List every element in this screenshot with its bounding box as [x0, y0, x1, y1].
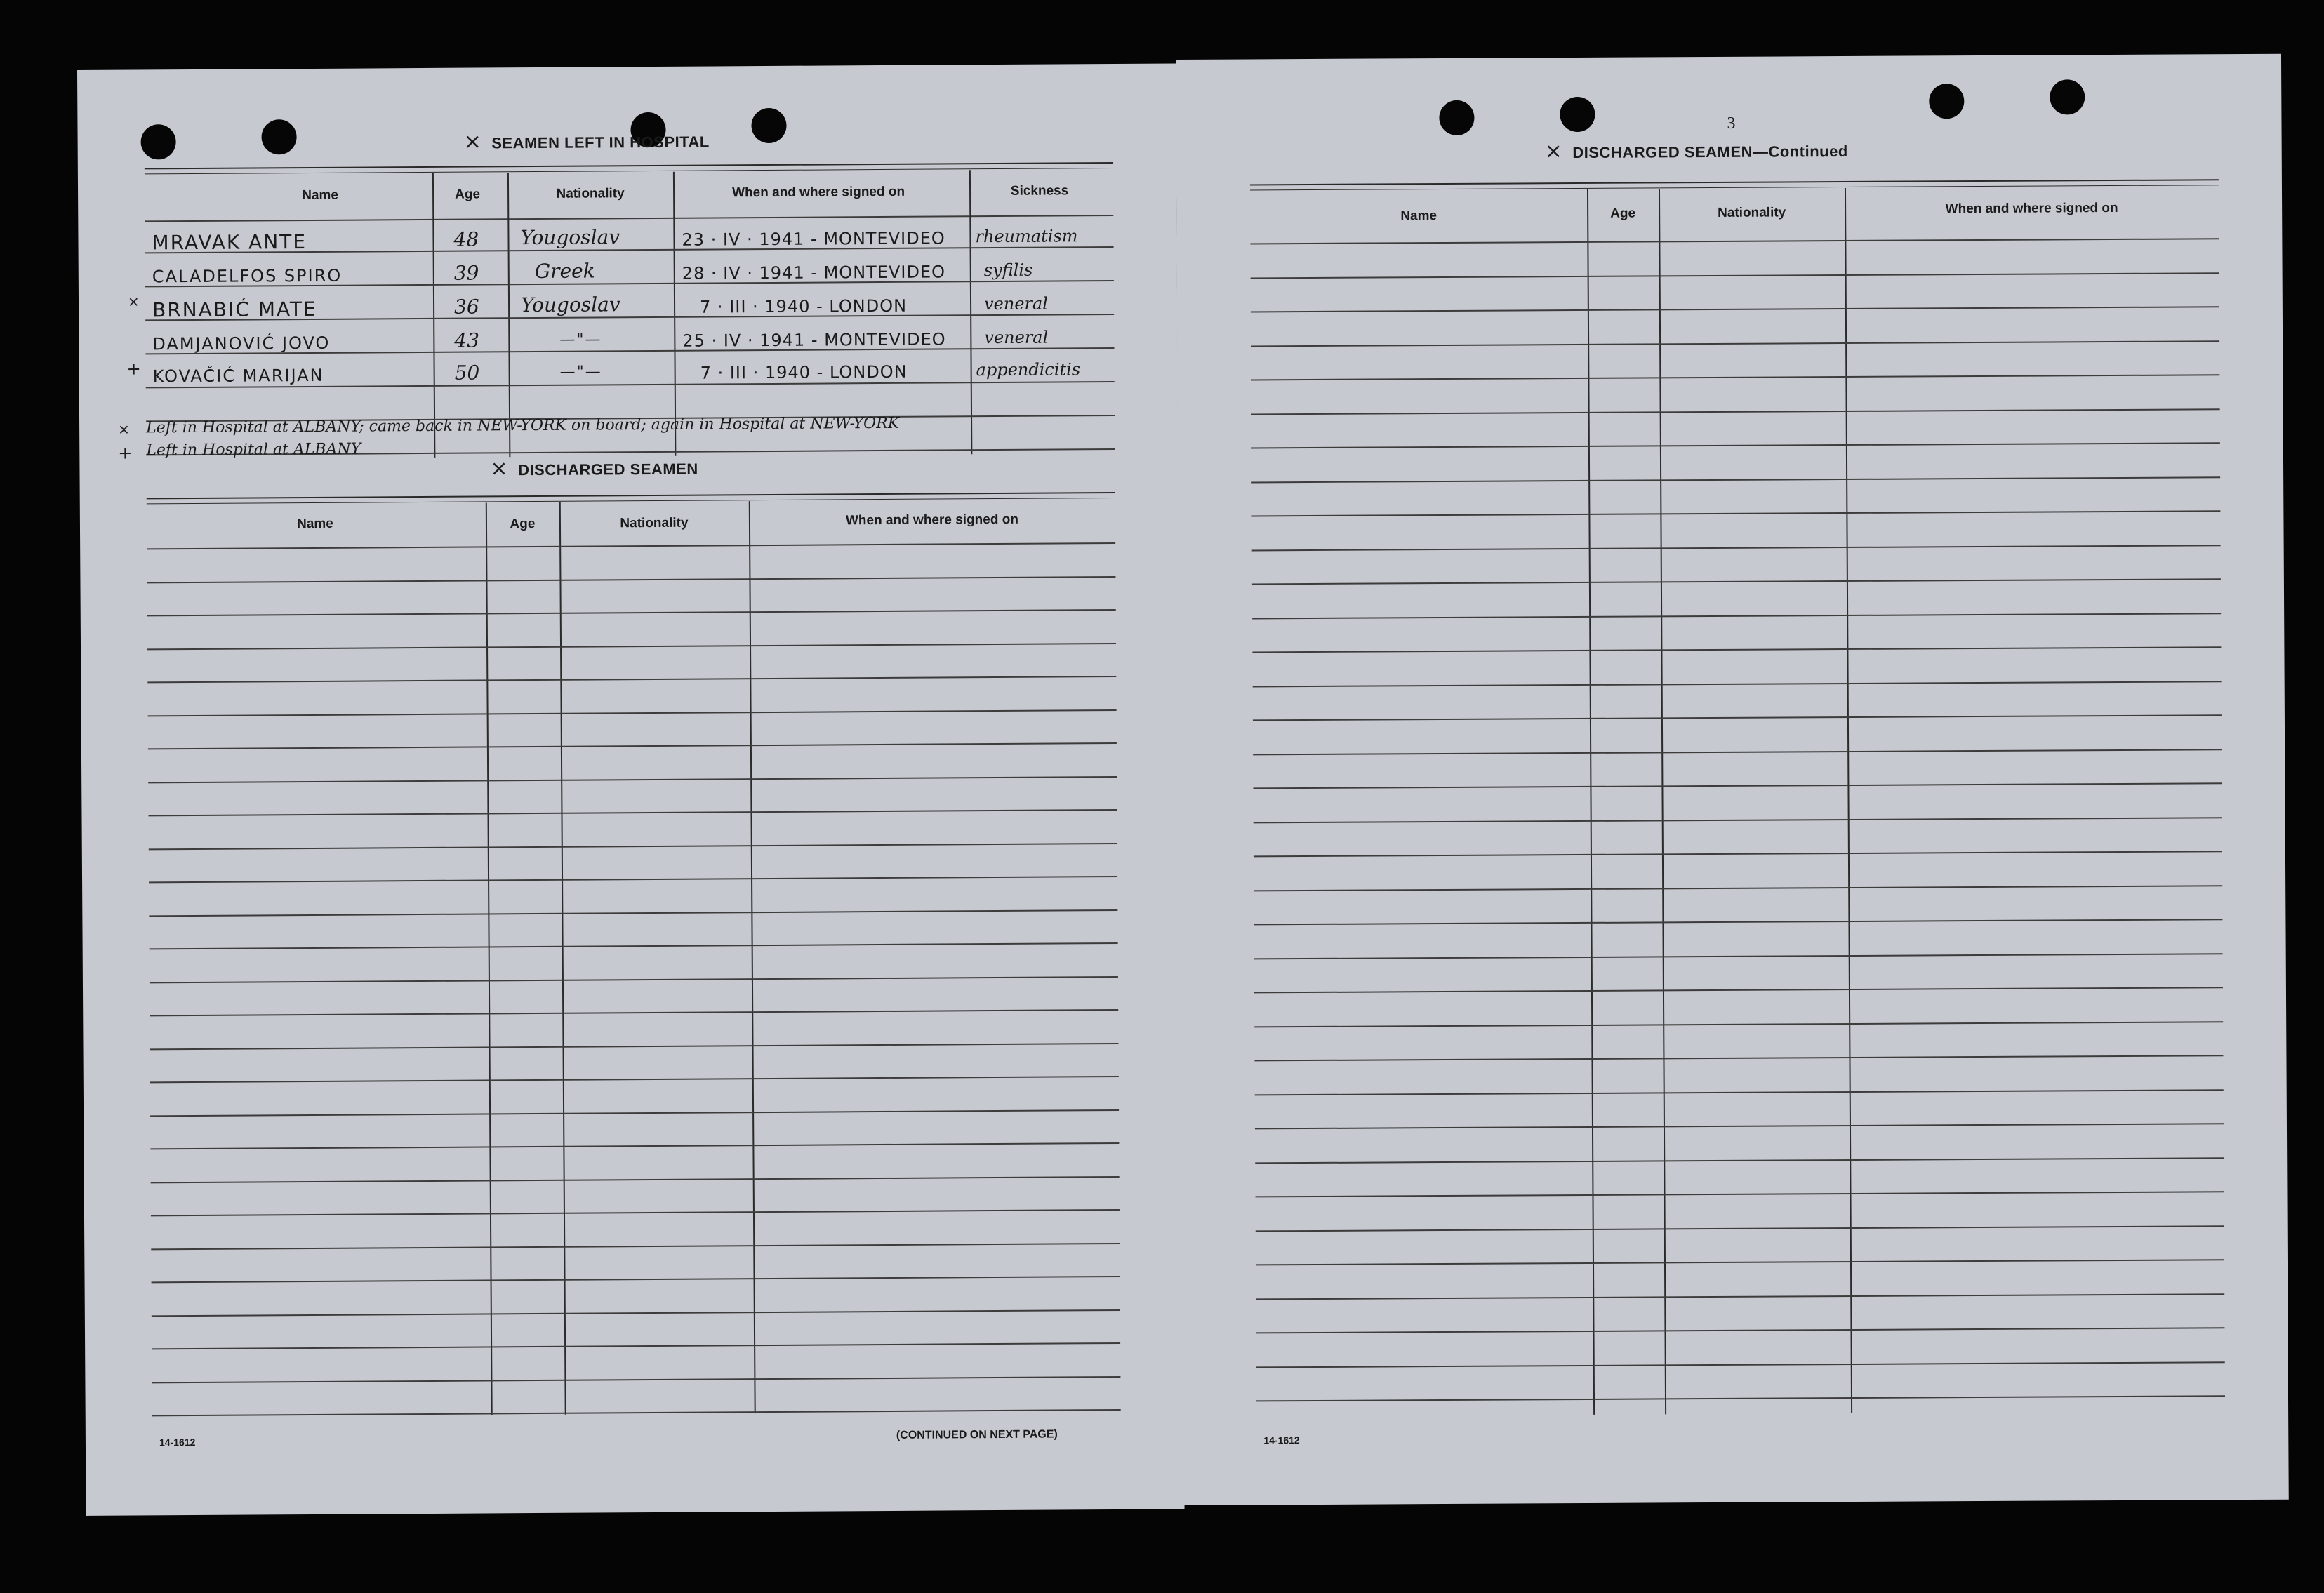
- x-mark-icon: ×: [1544, 139, 1563, 164]
- blank-row-rule: [1255, 1123, 2224, 1129]
- blank-row-rule: [147, 575, 1115, 582]
- blank-row-rule: [1250, 238, 2219, 244]
- blank-row-rule: [1252, 578, 2221, 585]
- hospital-row-name: CALADELFOS SPIRO: [152, 265, 343, 287]
- hospital-row-signed-on: 25 · IV · 1941 - MONTEVIDEO: [682, 329, 946, 351]
- blank-row-rule: [150, 1009, 1118, 1016]
- blank-row-rule: [1256, 1293, 2224, 1300]
- blank-row-rule: [1256, 1259, 2224, 1265]
- blank-row-rule: [152, 1409, 1121, 1416]
- discharged-header-age: Age: [510, 516, 536, 532]
- blank-row-rule: [150, 1042, 1119, 1049]
- punch-hole: [1560, 97, 1595, 132]
- punch-hole: [261, 119, 296, 154]
- note-marker: ×: [118, 420, 130, 438]
- blank-row-rule: [1252, 613, 2221, 619]
- continued-blank-rows: [1176, 54, 2281, 60]
- blank-row-rule: [1254, 851, 2222, 857]
- hospital-row-name: KOVAČIĆ MARIJAN: [152, 365, 324, 387]
- right-page: [1176, 54, 2289, 1505]
- blank-row-rule: [150, 1109, 1119, 1116]
- blank-row-rule: [1254, 1055, 2223, 1061]
- hospital-row-nationality: Yougoslav: [520, 293, 620, 317]
- discharged-continued-title: × DISCHARGED SEAMEN—Continued: [1544, 139, 1848, 164]
- continued-header-signed-on: When and where signed on: [1945, 200, 2118, 217]
- blank-row-rule: [151, 1175, 1120, 1182]
- blank-row-rule: [150, 975, 1118, 982]
- hospital-top-rule-2: [145, 168, 1113, 174]
- blank-row-rule: [1256, 1327, 2224, 1333]
- blank-row-rule: [152, 1342, 1120, 1349]
- blank-row-rule: [1254, 953, 2223, 959]
- blank-row-rule: [150, 1076, 1119, 1083]
- discharged-col-divider: [749, 501, 756, 1413]
- punch-hole: [140, 124, 175, 159]
- discharged-col-divider: [559, 502, 566, 1415]
- row-marker: ×: [127, 293, 140, 310]
- hospital-row-sickness: syfilis: [983, 260, 1033, 281]
- hospital-row-name: DAMJANOVIĆ JOVO: [152, 333, 331, 354]
- hospital-row-age: 50: [454, 361, 480, 385]
- blank-row-rule: [152, 1309, 1120, 1316]
- blank-row-rule: [147, 542, 1115, 549]
- continued-top-rule: [1250, 179, 2219, 185]
- blank-row-rule: [1253, 749, 2222, 755]
- hospital-row-sickness: veneral: [983, 293, 1049, 314]
- blank-row-rule: [1253, 681, 2222, 687]
- discharged-header-signed-on: When and where signed on: [845, 512, 1018, 528]
- blank-row-rule: [147, 676, 1116, 683]
- discharged-header-nationality: Nationality: [620, 515, 689, 531]
- form-number: 14-1612: [159, 1437, 196, 1448]
- blank-row-rule: [148, 742, 1117, 749]
- blank-row-rule: [1256, 1225, 2224, 1232]
- blank-row-rule: [151, 1242, 1120, 1249]
- punch-hole: [2050, 79, 2085, 114]
- discharged-blank-rows: [77, 63, 1176, 70]
- hospital-row-age: 43: [454, 328, 480, 352]
- blank-row-rule: [1254, 919, 2222, 925]
- blank-row-rule: [148, 709, 1117, 716]
- continued-header-name: Name: [1400, 208, 1437, 224]
- hospital-row-name: MRAVAK ANTE: [152, 230, 307, 255]
- blank-row-rule: [1255, 1157, 2224, 1164]
- blank-row-rule: [1255, 1191, 2224, 1197]
- hospital-header-nationality: Nationality: [556, 186, 625, 201]
- hospital-row-nationality: Yougoslav: [520, 225, 620, 250]
- punch-hole: [751, 108, 786, 143]
- hospital-row-signed-on: 7 · III · 1940 - LONDON: [699, 295, 908, 317]
- blank-row-rule: [147, 642, 1116, 649]
- hospital-col-divider: [673, 172, 676, 456]
- blank-row-rule: [148, 775, 1117, 782]
- hospital-row-signed-on: 7 · III · 1940 - LONDON: [700, 361, 908, 383]
- blank-row-rule: [1251, 340, 2219, 347]
- blank-row-rule: [1254, 1021, 2223, 1027]
- blank-row-rule: [148, 809, 1117, 816]
- continued-header-nationality: Nationality: [1718, 205, 1786, 220]
- blank-row-rule: [1256, 1361, 2225, 1368]
- hospital-col-divider: [969, 170, 972, 454]
- left-page: [77, 63, 1185, 1516]
- blank-row-rule: [1251, 374, 2219, 380]
- hospital-row-signed-on: 28 · IV · 1941 - MONTEVIDEO: [682, 262, 946, 284]
- continued-top-rule-2: [1250, 185, 2219, 190]
- blank-row-rule: [152, 1375, 1120, 1382]
- hospital-header-sickness: Sickness: [1010, 183, 1069, 199]
- blank-row-rule: [1253, 714, 2222, 721]
- hospital-header-rule: [145, 215, 1113, 222]
- continued-col-divider: [1845, 188, 1852, 1413]
- blank-row-rule: [147, 609, 1116, 616]
- form-number: 14-1612: [1263, 1434, 1300, 1446]
- blank-row-rule: [1251, 272, 2219, 279]
- hospital-row-sickness: veneral: [984, 327, 1049, 348]
- hospital-row-nationality: —"—: [559, 331, 602, 349]
- hospital-col-divider: [507, 173, 510, 457]
- hospital-header-age: Age: [455, 187, 481, 202]
- discharged-top-rule-2: [147, 498, 1115, 504]
- discharged-section-title: × DISCHARGED SEAMEN: [490, 456, 698, 481]
- blank-row-rule: [149, 842, 1117, 849]
- blank-row-rule: [1251, 510, 2220, 516]
- blank-row-rule: [149, 909, 1117, 916]
- blank-row-rule: [1253, 782, 2222, 789]
- blank-row-rule: [1255, 1089, 2224, 1095]
- hospital-note: Left in Hospital at ALBANY: [146, 440, 361, 460]
- blank-row-rule: [152, 1276, 1120, 1283]
- hospital-row-nationality: —"—: [559, 363, 602, 381]
- hospital-note: Left in Hospital at ALBANY; came back in NEW-YORK on board; again in Hospital at NEW-YORK: [146, 414, 900, 437]
- x-mark-icon: ×: [463, 129, 482, 154]
- hospital-row-sickness: rheumatism: [975, 226, 1078, 247]
- discharged-col-divider: [486, 502, 493, 1415]
- blank-row-rule: [150, 942, 1118, 949]
- blank-row-rule: [1251, 476, 2220, 483]
- hospital-row-age: 36: [453, 295, 479, 319]
- blank-row-rule: [1254, 885, 2222, 891]
- hospital-row-signed-on: 23 · IV · 1941 - MONTEVIDEO: [682, 228, 945, 250]
- row-marker: +: [126, 359, 141, 379]
- blank-row-rule: [1254, 817, 2222, 823]
- discharged-header-name: Name: [297, 516, 333, 532]
- blank-row-rule: [1251, 306, 2219, 312]
- hospital-row-age: 39: [453, 261, 479, 285]
- blank-row-rule: [1251, 408, 2220, 415]
- blank-row-rule: [150, 1142, 1119, 1149]
- blank-row-rule: [151, 1209, 1120, 1216]
- punch-hole: [1439, 100, 1474, 135]
- hospital-header-signed-on: When and where signed on: [732, 184, 905, 201]
- blank-row-rule: [1252, 545, 2221, 551]
- continued-header-age: Age: [1610, 206, 1636, 221]
- hospital-header-name: Name: [302, 187, 339, 204]
- blank-row-rule: [1252, 646, 2221, 653]
- note-marker: +: [118, 443, 133, 463]
- blank-row-rule: [149, 876, 1117, 883]
- hospital-row-sickness: appendicitis: [976, 359, 1081, 380]
- hospital-row-nationality: Greek: [534, 259, 595, 284]
- continued-col-divider: [1587, 189, 1595, 1415]
- punch-hole: [1929, 84, 1964, 119]
- continued-col-divider: [1659, 189, 1666, 1414]
- hospital-col-divider: [432, 173, 435, 458]
- x-mark-icon: ×: [490, 456, 509, 481]
- page-number: 3: [1727, 114, 1736, 133]
- blank-row-rule: [1256, 1395, 2225, 1401]
- hospital-row-name: BRNABIĆ MATE: [152, 297, 317, 322]
- blank-row-rule: [1254, 987, 2223, 993]
- hospital-section-title: × SEAMEN LEFT IN HOSPITAL: [463, 129, 710, 154]
- continued-note: (CONTINUED ON NEXT PAGE): [896, 1428, 1058, 1441]
- blank-row-rule: [1251, 442, 2220, 448]
- hospital-row-age: 48: [453, 227, 479, 251]
